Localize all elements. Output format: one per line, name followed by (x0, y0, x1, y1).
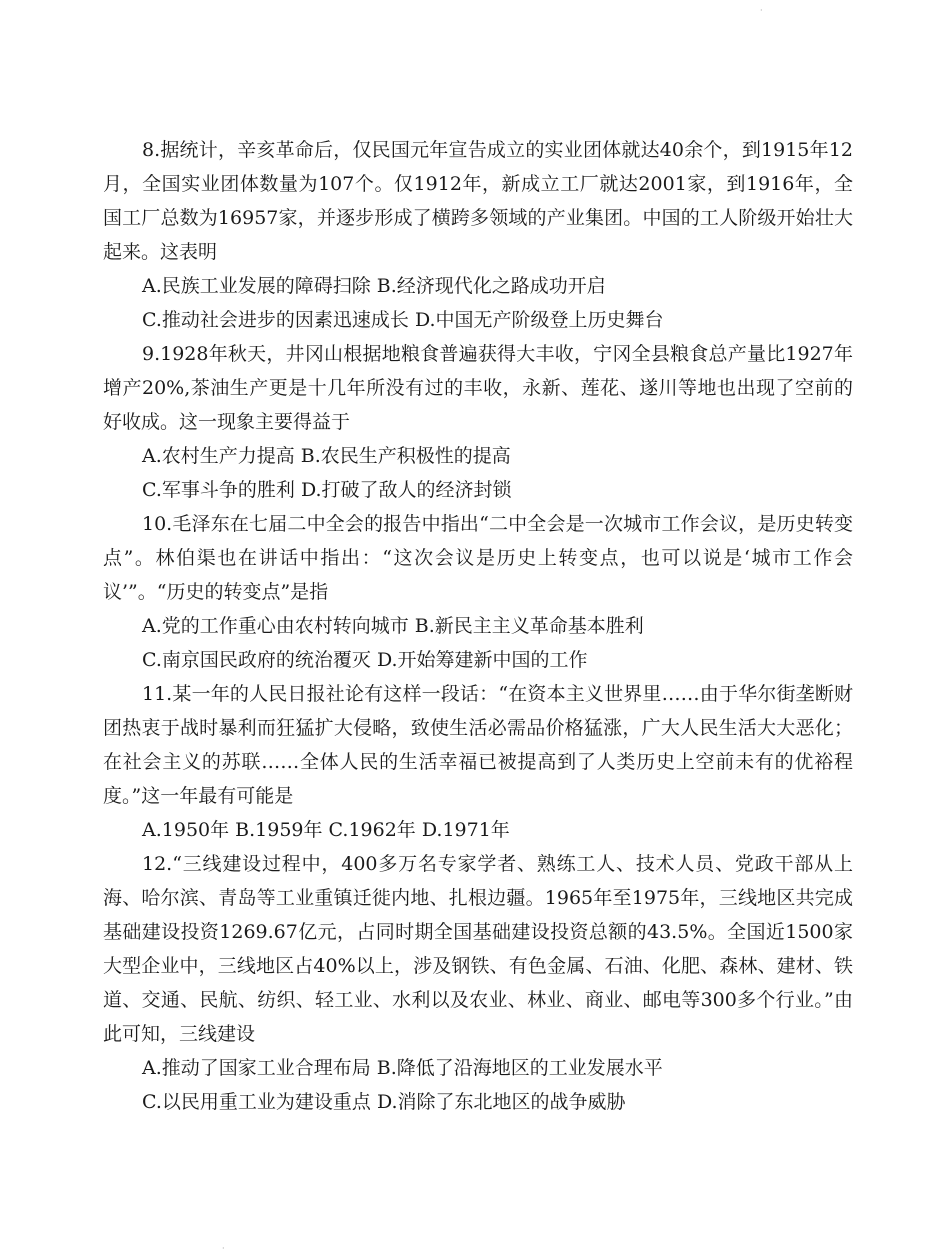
option-line: A.1950年 B.1959年 C.1962年 D.1971年 (142, 819, 510, 841)
question-8 (103, 133, 853, 337)
option-line: A.推动了国家工业合理布局 B.降低了沿海地区的工业发展水平 (142, 1057, 663, 1079)
option-line: C.推动社会进步的因素迅速成长 D.中国无产阶级登上历史舞台 (142, 309, 664, 331)
question-9 (103, 337, 853, 507)
question-stem: 12.“三线建设过程中，400多万名专家学者、熟练工人、技术人员、党政干部从上海、哈尔滨、青岛等工业重镇迁徙内地、扎根边疆。1965年至1975年，三线地区共完成基础建设投资1269.67亿元，占同时期全国基础建设投资总额的43.5%。全国近1500家大型企业中，三线地区占40%以上，涉及钢铁、有色金属、石油、化肥、森林、建材、铁道、交通、民航、纺织、轻工业、水利以及农业、林业、商业、邮电等300多个行业。”由此可知，三线建设 (103, 853, 853, 1045)
question-stem: 9.1928年秋天，井冈山根据地粮食普遍获得大丰收，宁冈全县粮食总产量比1927年增产20%,茶油生产更是十几年所没有过的丰收，永新、莲花、遂川等地也出现了空前的好收成。这一现象主要得益于 (103, 343, 853, 433)
option-line: A.民族工业发展的障碍扫除 B.经济现代化之路成功开启 (142, 275, 606, 297)
question-stem: 8.据统计，辛亥革命后，仅民国元年宣告成立的实业团体就达40余个，到1915年12月，全国实业团体数量为107个。仅1912年，新成立工厂就达2001家，到1916年，全国工厂总数为16957家，并逐步形成了横跨多领域的产业集团。中国的工人阶级开始壮大起来。这表明 (103, 139, 853, 263)
question-stem: 10.毛泽东在七届二中全会的报告中指出“二中全会是一次城市工作会议，是历史转变点”。林伯渠也在讲话中指出：“这次会议是历史上转变点，也可以说是‘城市工作会议’”。“历史的转变点”是指 (103, 513, 853, 603)
option-line: A.党的工作重心由农村转向城市 B.新民主主义革命基本胜利 (142, 615, 644, 637)
option-line: C.军事斗争的胜利 D.打破了敌人的经济封锁 (142, 479, 512, 501)
option-line: C.南京国民政府的统治覆灭 D.开始筹建新中国的工作 (142, 649, 588, 671)
question-12 (103, 847, 853, 1119)
corner-mark-top: · (760, 6, 763, 15)
corner-mark-bottom: · (222, 1244, 225, 1253)
question-stem: 11.某一年的人民日报社论有这样一段话：“在资本主义世界里……由于华尔街垄断财团热衷于战时暴利而狂猛扩大侵略，致使生活必需品价格猛涨，广大人民生活大大恶化；在社会主义的苏联……全体人民的生活幸福已被提高到了人类历史上空前未有的优裕程度。”这一年最有可能是 (103, 683, 853, 807)
question-10 (103, 507, 853, 677)
question-list (103, 133, 853, 1119)
option-line: A.农村生产力提高 B.农民生产积极性的提高 (142, 445, 511, 467)
question-11 (103, 677, 853, 847)
option-line: C.以民用重工业为建设重点 D.消除了东北地区的战争威胁 (142, 1091, 626, 1113)
